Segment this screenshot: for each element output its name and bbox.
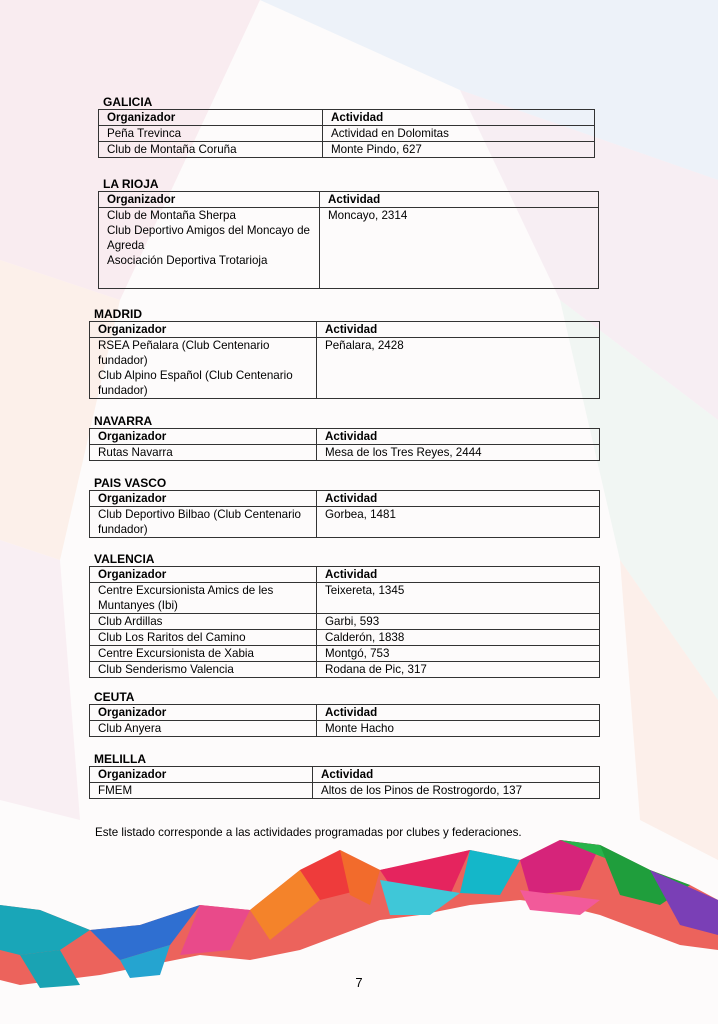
table-row xyxy=(90,583,600,614)
activity-cell: Teixereta, 1345 xyxy=(317,583,600,614)
table-row xyxy=(90,646,600,662)
column-header-organizador: Organizador xyxy=(90,567,317,583)
organizer-cell: RSEA Peñalara (Club Centenario fundador) Club Alpino Español (Club Centenario fundador) xyxy=(90,338,317,399)
activity-cell: Montgó, 753 xyxy=(317,646,600,662)
activity-cell: Rodana de Pic, 317 xyxy=(317,662,600,678)
column-header-actividad: Actividad xyxy=(317,705,600,721)
section-title: VALENCIA xyxy=(94,552,155,566)
organizer-cell: FMEM xyxy=(90,783,313,799)
column-header-actividad: Actividad xyxy=(317,429,600,445)
table-row xyxy=(99,142,595,158)
activities-table xyxy=(98,109,595,158)
section-ceuta xyxy=(89,689,600,737)
section-navarra xyxy=(89,413,600,461)
activities-table xyxy=(89,566,600,678)
activities-table xyxy=(89,321,600,399)
page-number: 7 xyxy=(355,975,363,990)
organizer-cell: Peña Trevinca xyxy=(99,126,323,142)
section-title: LA RIOJA xyxy=(103,177,159,191)
organizer-cell: Club Anyera xyxy=(90,721,317,737)
section-melilla xyxy=(89,751,600,799)
organizer-cell: Rutas Navarra xyxy=(90,445,317,461)
activities-table xyxy=(89,490,600,538)
section-madrid xyxy=(89,306,600,399)
activity-cell: Moncayo, 2314 xyxy=(320,208,599,289)
activity-cell: Altos de los Pinos de Rostrogordo, 137 xyxy=(313,783,600,799)
column-header-organizador: Organizador xyxy=(99,192,320,208)
organizer-cell: Club de Montaña Coruña xyxy=(99,142,323,158)
activity-cell: Peñalara, 2428 xyxy=(317,338,600,399)
organizer-cell: Club Los Raritos del Camino xyxy=(90,630,317,646)
activity-cell: Calderón, 1838 xyxy=(317,630,600,646)
table-row xyxy=(90,783,600,799)
table-row xyxy=(90,445,600,461)
column-header-organizador: Organizador xyxy=(90,322,317,338)
activity-cell: Gorbea, 1481 xyxy=(317,507,600,538)
section-title: PAIS VASCO xyxy=(94,476,167,490)
section-la-rioja xyxy=(98,176,599,289)
activity-cell: Actividad en Dolomitas xyxy=(323,126,595,142)
column-header-organizador: Organizador xyxy=(99,110,323,126)
table-row xyxy=(90,630,600,646)
organizer-cell: Club de Montaña Sherpa Club Deportivo Amigos del Moncayo de Agreda Asociación Deportiva Trotarioja xyxy=(99,208,320,289)
table-row xyxy=(90,507,600,538)
table-row xyxy=(90,338,600,399)
section-valencia xyxy=(89,551,600,678)
organizer-cell: Club Deportivo Bilbao (Club Centenario fundador) xyxy=(90,507,317,538)
column-header-organizador: Organizador xyxy=(90,491,317,507)
table-row xyxy=(90,721,600,737)
activity-cell: Garbi, 593 xyxy=(317,614,600,630)
column-header-actividad: Actividad xyxy=(320,192,599,208)
activity-cell: Monte Hacho xyxy=(317,721,600,737)
section-title: MELILLA xyxy=(94,752,146,766)
column-header-organizador: Organizador xyxy=(90,705,317,721)
organizer-cell: Club Senderismo Valencia xyxy=(90,662,317,678)
activities-table xyxy=(98,191,599,289)
column-header-actividad: Actividad xyxy=(317,567,600,583)
column-header-organizador: Organizador xyxy=(90,429,317,445)
section-pais-vasco xyxy=(89,475,600,538)
column-header-actividad: Actividad xyxy=(317,491,600,507)
section-title: GALICIA xyxy=(103,95,153,109)
organizer-cell: Club Ardillas xyxy=(90,614,317,630)
section-title: MADRID xyxy=(94,307,142,321)
column-header-actividad: Actividad xyxy=(317,322,600,338)
activity-cell: Monte Pindo, 627 xyxy=(323,142,595,158)
table-row xyxy=(90,662,600,678)
organizer-cell: Centre Excursionista Amics de les Muntanyes (Ibi) xyxy=(90,583,317,614)
table-row xyxy=(99,126,595,142)
activities-table xyxy=(89,766,600,799)
footer-note: Este listado corresponde a las actividades programadas por clubes y federaciones. xyxy=(95,826,522,839)
table-row xyxy=(99,208,599,289)
section-title: CEUTA xyxy=(94,690,135,704)
column-header-organizador: Organizador xyxy=(90,767,313,783)
column-header-actividad: Actividad xyxy=(313,767,600,783)
organizer-cell: Centre Excursionista de Xabia xyxy=(90,646,317,662)
activities-table xyxy=(89,428,600,461)
table-row xyxy=(90,614,600,630)
section-galicia xyxy=(98,94,595,158)
section-title: NAVARRA xyxy=(94,414,153,428)
activities-table xyxy=(89,704,600,737)
activity-cell: Mesa de los Tres Reyes, 2444 xyxy=(317,445,600,461)
column-header-actividad: Actividad xyxy=(323,110,595,126)
